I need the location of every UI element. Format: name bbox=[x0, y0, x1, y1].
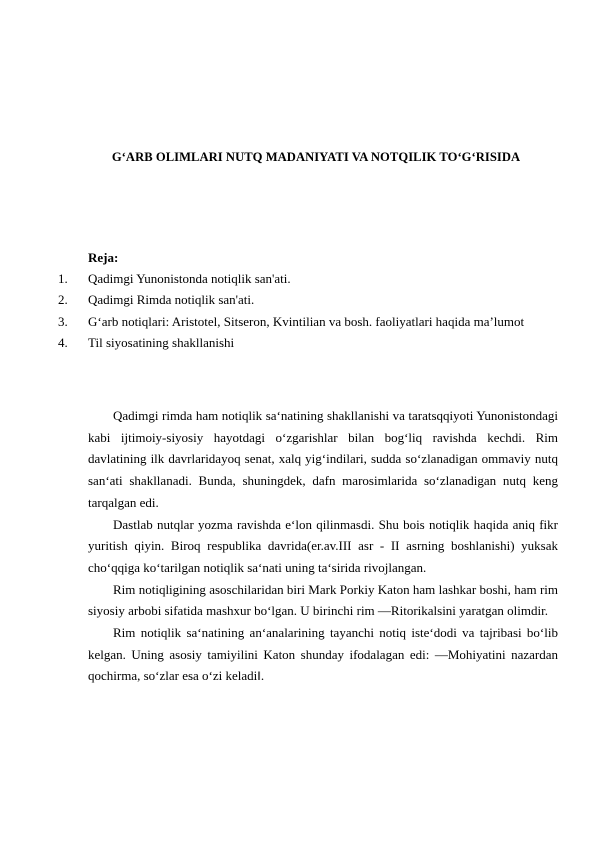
plan-item-text: G‘arb notiqlari: Aristotel, Sitseron, Kvintilian va bosh. faoliyatlari haqida ma’lumot bbox=[88, 313, 525, 329]
plan-item bbox=[58, 289, 558, 310]
body-text bbox=[88, 405, 558, 687]
plan-item-number: 1. bbox=[58, 271, 68, 286]
body-paragraph: Rim notiqlik sa‘natining an‘analarining tayanchi notiq iste‘dodi va tajribasi bo‘lib kelgan. Uning asosiy tamiyilini Katon shunday ifodalagan edi: ―Mohiyatini nazardan qochirma, so‘zlar esa o‘zi keladi‖. bbox=[88, 625, 558, 684]
plan-item-text: Qadimgi Yunonistonda notiqlik san'ati. bbox=[88, 271, 291, 286]
plan-item bbox=[58, 311, 558, 332]
plan-item bbox=[58, 332, 558, 353]
body-paragraph: Dastlab nutqlar yozma ravishda e‘lon qilinmasdi. Shu bois notiqlik haqida aniq fikr yuritish qiyin. Biroq respublika davrida(er.av.III asr - II asrning boshlanishi) yuksak cho‘qqiga ko‘tarilgan notiqlik sa‘nati uning ta‘sirida rivojlangan. bbox=[88, 516, 558, 575]
body-paragraph: Qadimgi rimda ham notiqlik sa‘natining shakllanishi va taratsqqiyoti Yunonistondagi kabi ijtimoiy-siyosiy hayotdagi o‘zgarishlar bilan bog‘liq ravishda kechdi. Rim davlatining ilk davrlaridayoq senat, xalq yig‘indilari, sudda so‘zlanadigan ommaviy nutq san‘ati shakllanadi. Bunda, shuningdek, dafn marosimlarida so‘zlanadigan nutq keng tarqalgan edi. bbox=[88, 408, 558, 510]
plan-item-text: Qadimgi Rimda notiqlik san'ati. bbox=[88, 292, 255, 308]
plan-item bbox=[58, 268, 558, 289]
plan-item-number: 4. bbox=[58, 334, 68, 350]
document-title: G‘ARB OLIMLARI NUTQ MADANIYATI VA NOTQILIK TO‘G‘RISIDA bbox=[111, 150, 521, 164]
plan-heading: Reja: bbox=[88, 250, 119, 265]
plan-item-text: Til siyosatining shakllanishi bbox=[88, 334, 235, 350]
plan-list bbox=[58, 268, 558, 353]
plan-item-number: 3. bbox=[58, 313, 68, 329]
plan-item-number: 2. bbox=[58, 292, 68, 308]
body-paragraph: Rim notiqligining asoschilaridan biri Mark Porkiy Katon ham lashkar boshi, ham rim siyosiy arbobi sifatida mashxur bo‘lgan. U birinchi rim ―Ritorikalsini yaratgan olimdir. bbox=[88, 581, 558, 619]
